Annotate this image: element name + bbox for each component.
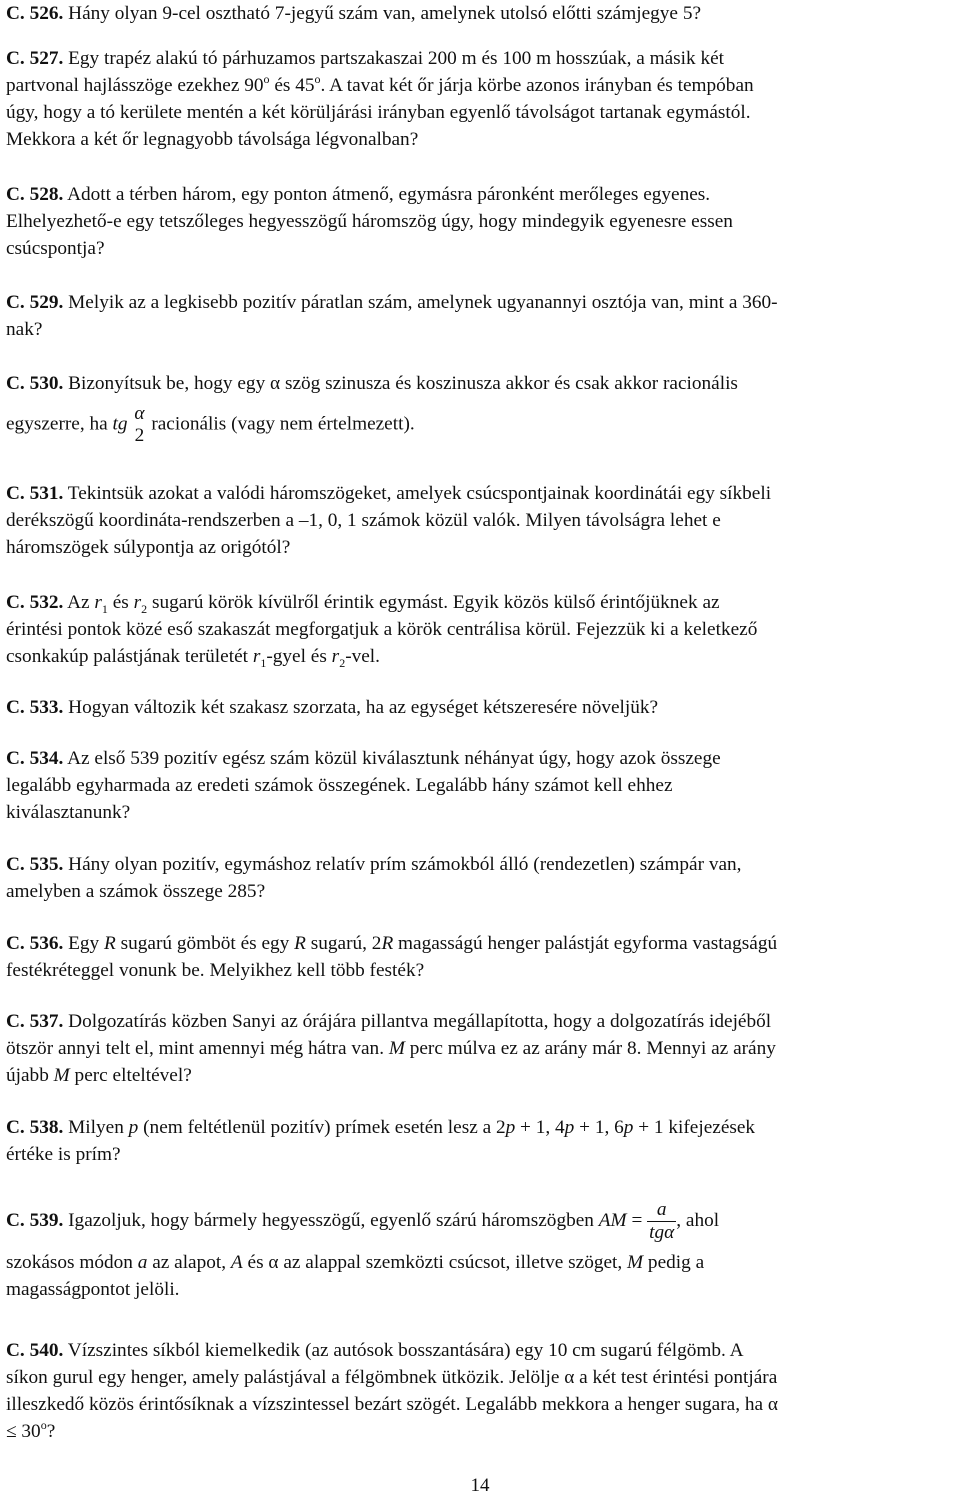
problem-text: csonkakúp palástjának területét xyxy=(6,646,253,667)
problem-number: C. 529. xyxy=(6,292,64,313)
a-over-tg-alpha-fraction xyxy=(647,1199,676,1244)
problem-text: derékszögű koordináta-rendszerben a –1, 0, 1 számok közül valók. Milyen távolságra lehet e xyxy=(6,510,721,531)
problem-text: nak? xyxy=(6,319,43,340)
problem-text: sugarú gömböt és egy xyxy=(115,933,295,954)
problem-text: és xyxy=(107,592,134,613)
problem-text: háromszögek súlypontja az origótól? xyxy=(6,537,291,558)
problem-text: -gyel és xyxy=(266,646,332,667)
problem-text: a két test érintési pontjára xyxy=(574,1367,778,1388)
problem-text: Az első 539 pozitív egész szám közül kiválasztunk néhányat úgy, hogy azok összege xyxy=(67,748,721,769)
fraction-denominator: 2 xyxy=(134,425,145,446)
equals-sign: = xyxy=(631,1210,643,1231)
alpha-half-fraction xyxy=(132,403,146,447)
alpha-symbol: α xyxy=(270,373,281,394)
problem-text: és xyxy=(242,1252,269,1273)
subscript: 2 xyxy=(339,655,346,670)
problem-text: + 1, 4 xyxy=(515,1117,565,1138)
problem-text: , ahol xyxy=(676,1210,720,1231)
problem-text: magasságú henger palástját egyforma vastagságú xyxy=(393,933,778,954)
problem-text: . A tavat két őr járja körbe azonos irányban és tempóban xyxy=(320,75,754,96)
problem-536 xyxy=(6,930,952,984)
degree-superscript: o xyxy=(263,71,270,86)
problem-text: érintési pontok közé eső szakaszát megforgatjuk a körök centrálisa körül. Fejezzük ki a keletkező xyxy=(6,619,758,640)
problem-text: Az xyxy=(67,592,95,613)
problem-text: illeszkedő közös érintősíknak a vízszintessel bezárt szögét. Legalább mekkora a henger sugara, ha xyxy=(6,1394,768,1415)
problem-529 xyxy=(6,289,952,343)
problem-text: Hány olyan 9-cel osztható 7-jegyű szám van, amelynek utolsó előtti számjegye 5? xyxy=(68,3,702,24)
problem-text: Adott a térben három, egy ponton átmenő, egymásra páronként merőleges egyenes. xyxy=(67,184,711,205)
alpha-symbol: α xyxy=(767,1394,778,1415)
problem-text: Melyik az a legkisebb pozitív páratlan szám, amelynek ugyanannyi osztója van, mint a 360- xyxy=(68,292,778,313)
problem-text: Mekkora a két őr legnagyobb távolsága légvonalban? xyxy=(6,129,419,150)
problem-text: csúcspontja? xyxy=(6,238,105,259)
problem-text: Hány olyan pozitív, egymáshoz relatív prím számokból álló (rendezetlen) számpár van, xyxy=(68,854,742,875)
R-symbol: R xyxy=(381,933,394,954)
problem-number: C. 540. xyxy=(6,1340,64,1361)
problem-text: Egy trapéz alakú tó párhuzamos partszakaszai 200 m és 100 m hosszúak, a másik két xyxy=(68,48,725,69)
problem-number: C. 532. xyxy=(6,592,64,613)
AM-symbol: AM xyxy=(598,1210,627,1231)
problem-538 xyxy=(6,1114,952,1168)
problem-number: C. 534. xyxy=(6,748,64,769)
problem-text: ötször annyi telt el, mint amennyi még hátra van. xyxy=(6,1038,389,1059)
M-symbol: M xyxy=(388,1038,405,1059)
problem-number: C. 537. xyxy=(6,1011,64,1032)
problem-text: kiválasztanunk? xyxy=(6,802,131,823)
fraction-denominator: tgα xyxy=(649,1222,675,1244)
alpha-symbol: α xyxy=(268,1252,279,1273)
problem-number: C. 528. xyxy=(6,184,64,205)
subscript: 1 xyxy=(260,655,267,670)
R-symbol: R xyxy=(104,933,116,954)
problem-text: Hogyan változik két szakasz szorzata, ha az egységet kétszeresére növeljük? xyxy=(68,697,659,718)
problem-text: Tekintsük azokat a valódi háromszögeket, amelyek csúcspontjainak koordinátái egy síkbeli xyxy=(67,483,772,504)
r-symbol: r xyxy=(252,646,261,667)
problem-text: -vel. xyxy=(345,646,380,667)
tg-symbol: tg xyxy=(112,413,128,435)
problem-text: racionális (vagy nem értelmezett). xyxy=(151,413,415,435)
problem-number: C. 539. xyxy=(6,1210,64,1231)
problem-text: (nem feltétlenül pozitív) prímek esetén lesz a 2 xyxy=(138,1117,506,1138)
problem-528 xyxy=(6,181,952,262)
problem-text: szokásos módon xyxy=(6,1252,138,1273)
problem-text: értéke is prím? xyxy=(6,1144,121,1165)
problem-number: C. 526. xyxy=(6,3,64,24)
problem-text: + 1 kifejezések xyxy=(633,1117,756,1138)
problem-540 xyxy=(6,1337,952,1445)
problem-text: úgy, hogy a tó kerülete mentén a két körüljárási irányban egyenlő távolságot tartanak egymástól. xyxy=(6,102,751,123)
problem-527 xyxy=(6,45,952,153)
p-symbol: p xyxy=(623,1117,634,1138)
problem-number: C. 527. xyxy=(6,48,64,69)
problem-text: legalább egyharmada az eredeti számok összegének. Legalább hány számot kell ehhez xyxy=(6,775,673,796)
subscript: 1 xyxy=(101,601,108,616)
problem-text: Dolgozatírás közben Sanyi az órájára pillantva megállapította, hogy a dolgozatírás idejéből xyxy=(68,1011,772,1032)
M-symbol: M xyxy=(53,1065,70,1086)
problem-526 xyxy=(6,0,952,27)
problem-text: az alapot, xyxy=(147,1252,231,1273)
p-symbol: p xyxy=(128,1117,139,1138)
problem-text: Bizonyítsuk be, hogy egy xyxy=(68,373,271,394)
fraction-numerator: α xyxy=(134,403,145,424)
problem-539 xyxy=(6,1193,952,1303)
problem-text: Milyen xyxy=(68,1117,129,1138)
problem-text: Vízszintes síkból kiemelkedik (az autósok bosszantására) egy 10 cm sugarú félgömb. A xyxy=(67,1340,744,1361)
problem-text: szög szinusza és koszinusza akkor és csak akkor racionális xyxy=(280,373,738,394)
problem-text: ? xyxy=(46,1421,56,1442)
p-symbol: p xyxy=(564,1117,575,1138)
problem-531 xyxy=(6,480,952,561)
problem-number: C. 530. xyxy=(6,373,64,394)
problem-text: és 45 xyxy=(269,75,315,96)
problem-text: sugarú, 2 xyxy=(305,933,382,954)
problem-text: magasságpontot jelöli. xyxy=(6,1279,180,1300)
r-symbol: r xyxy=(133,592,142,613)
problem-text: amelyben a számok összege 285? xyxy=(6,881,266,902)
degree-superscript: o xyxy=(314,71,321,86)
problem-534 xyxy=(6,745,952,826)
degree-superscript: o xyxy=(40,1417,47,1432)
problem-text: síkon gurul egy henger, amely palástjával a félgömbnek ütközik. Jelölje xyxy=(6,1367,565,1388)
p-symbol: p xyxy=(505,1117,516,1138)
problem-532 xyxy=(6,589,952,670)
problem-text: 30 xyxy=(16,1421,41,1442)
problem-text: az alappal szemközti csúcsot, illetve szöget, xyxy=(278,1252,628,1273)
alpha-symbol: α xyxy=(564,1367,575,1388)
r-symbol: r xyxy=(94,592,102,613)
a-symbol: a xyxy=(137,1252,148,1273)
problem-text: perc elteltével? xyxy=(69,1065,192,1086)
problem-533 xyxy=(6,694,952,721)
M-symbol: M xyxy=(627,1252,644,1273)
problem-number: C. 535. xyxy=(6,854,64,875)
A-symbol: A xyxy=(230,1252,243,1273)
problem-text: festékréteggel vonunk be. Melyikhez kell több festék? xyxy=(6,960,425,981)
problem-537 xyxy=(6,1008,952,1089)
problem-text: Igazoljuk, hogy bármely hegyesszögű, egyenlő szárú háromszögben xyxy=(68,1210,599,1231)
problem-530 xyxy=(6,370,952,447)
problem-text: Elhelyezhető-e egy tetszőleges hegyesszögű háromszög úgy, hogy mindegyik egyenesre essen xyxy=(6,211,733,232)
problem-text: perc múlva ez az arány már 8. Mennyi az arány xyxy=(404,1038,776,1059)
R-symbol: R xyxy=(294,933,306,954)
problem-number: C. 533. xyxy=(6,697,64,718)
problem-text: Egy xyxy=(68,933,105,954)
page-number: 14 xyxy=(470,1475,490,1496)
problem-number: C. 538. xyxy=(6,1117,64,1138)
problem-535 xyxy=(6,851,952,905)
problem-number: C. 531. xyxy=(6,483,64,504)
problem-text: újabb xyxy=(6,1065,54,1086)
problem-text: + 1, 6 xyxy=(574,1117,624,1138)
r-symbol: r xyxy=(331,646,340,667)
problem-text: partvonal hajlásszöge ezekhez 90 xyxy=(6,75,264,96)
problem-text: egyszerre, ha xyxy=(6,413,113,435)
problem-number: C. 536. xyxy=(6,933,64,954)
problem-text: pedig a xyxy=(643,1252,705,1273)
fraction-numerator: a xyxy=(647,1199,676,1222)
problem-text: sugarú körök kívülről érintik egymást. Egyik közös külső érintőjüknek az xyxy=(147,592,720,613)
leq-symbol: ≤ xyxy=(6,1421,17,1442)
subscript: 2 xyxy=(141,601,148,616)
